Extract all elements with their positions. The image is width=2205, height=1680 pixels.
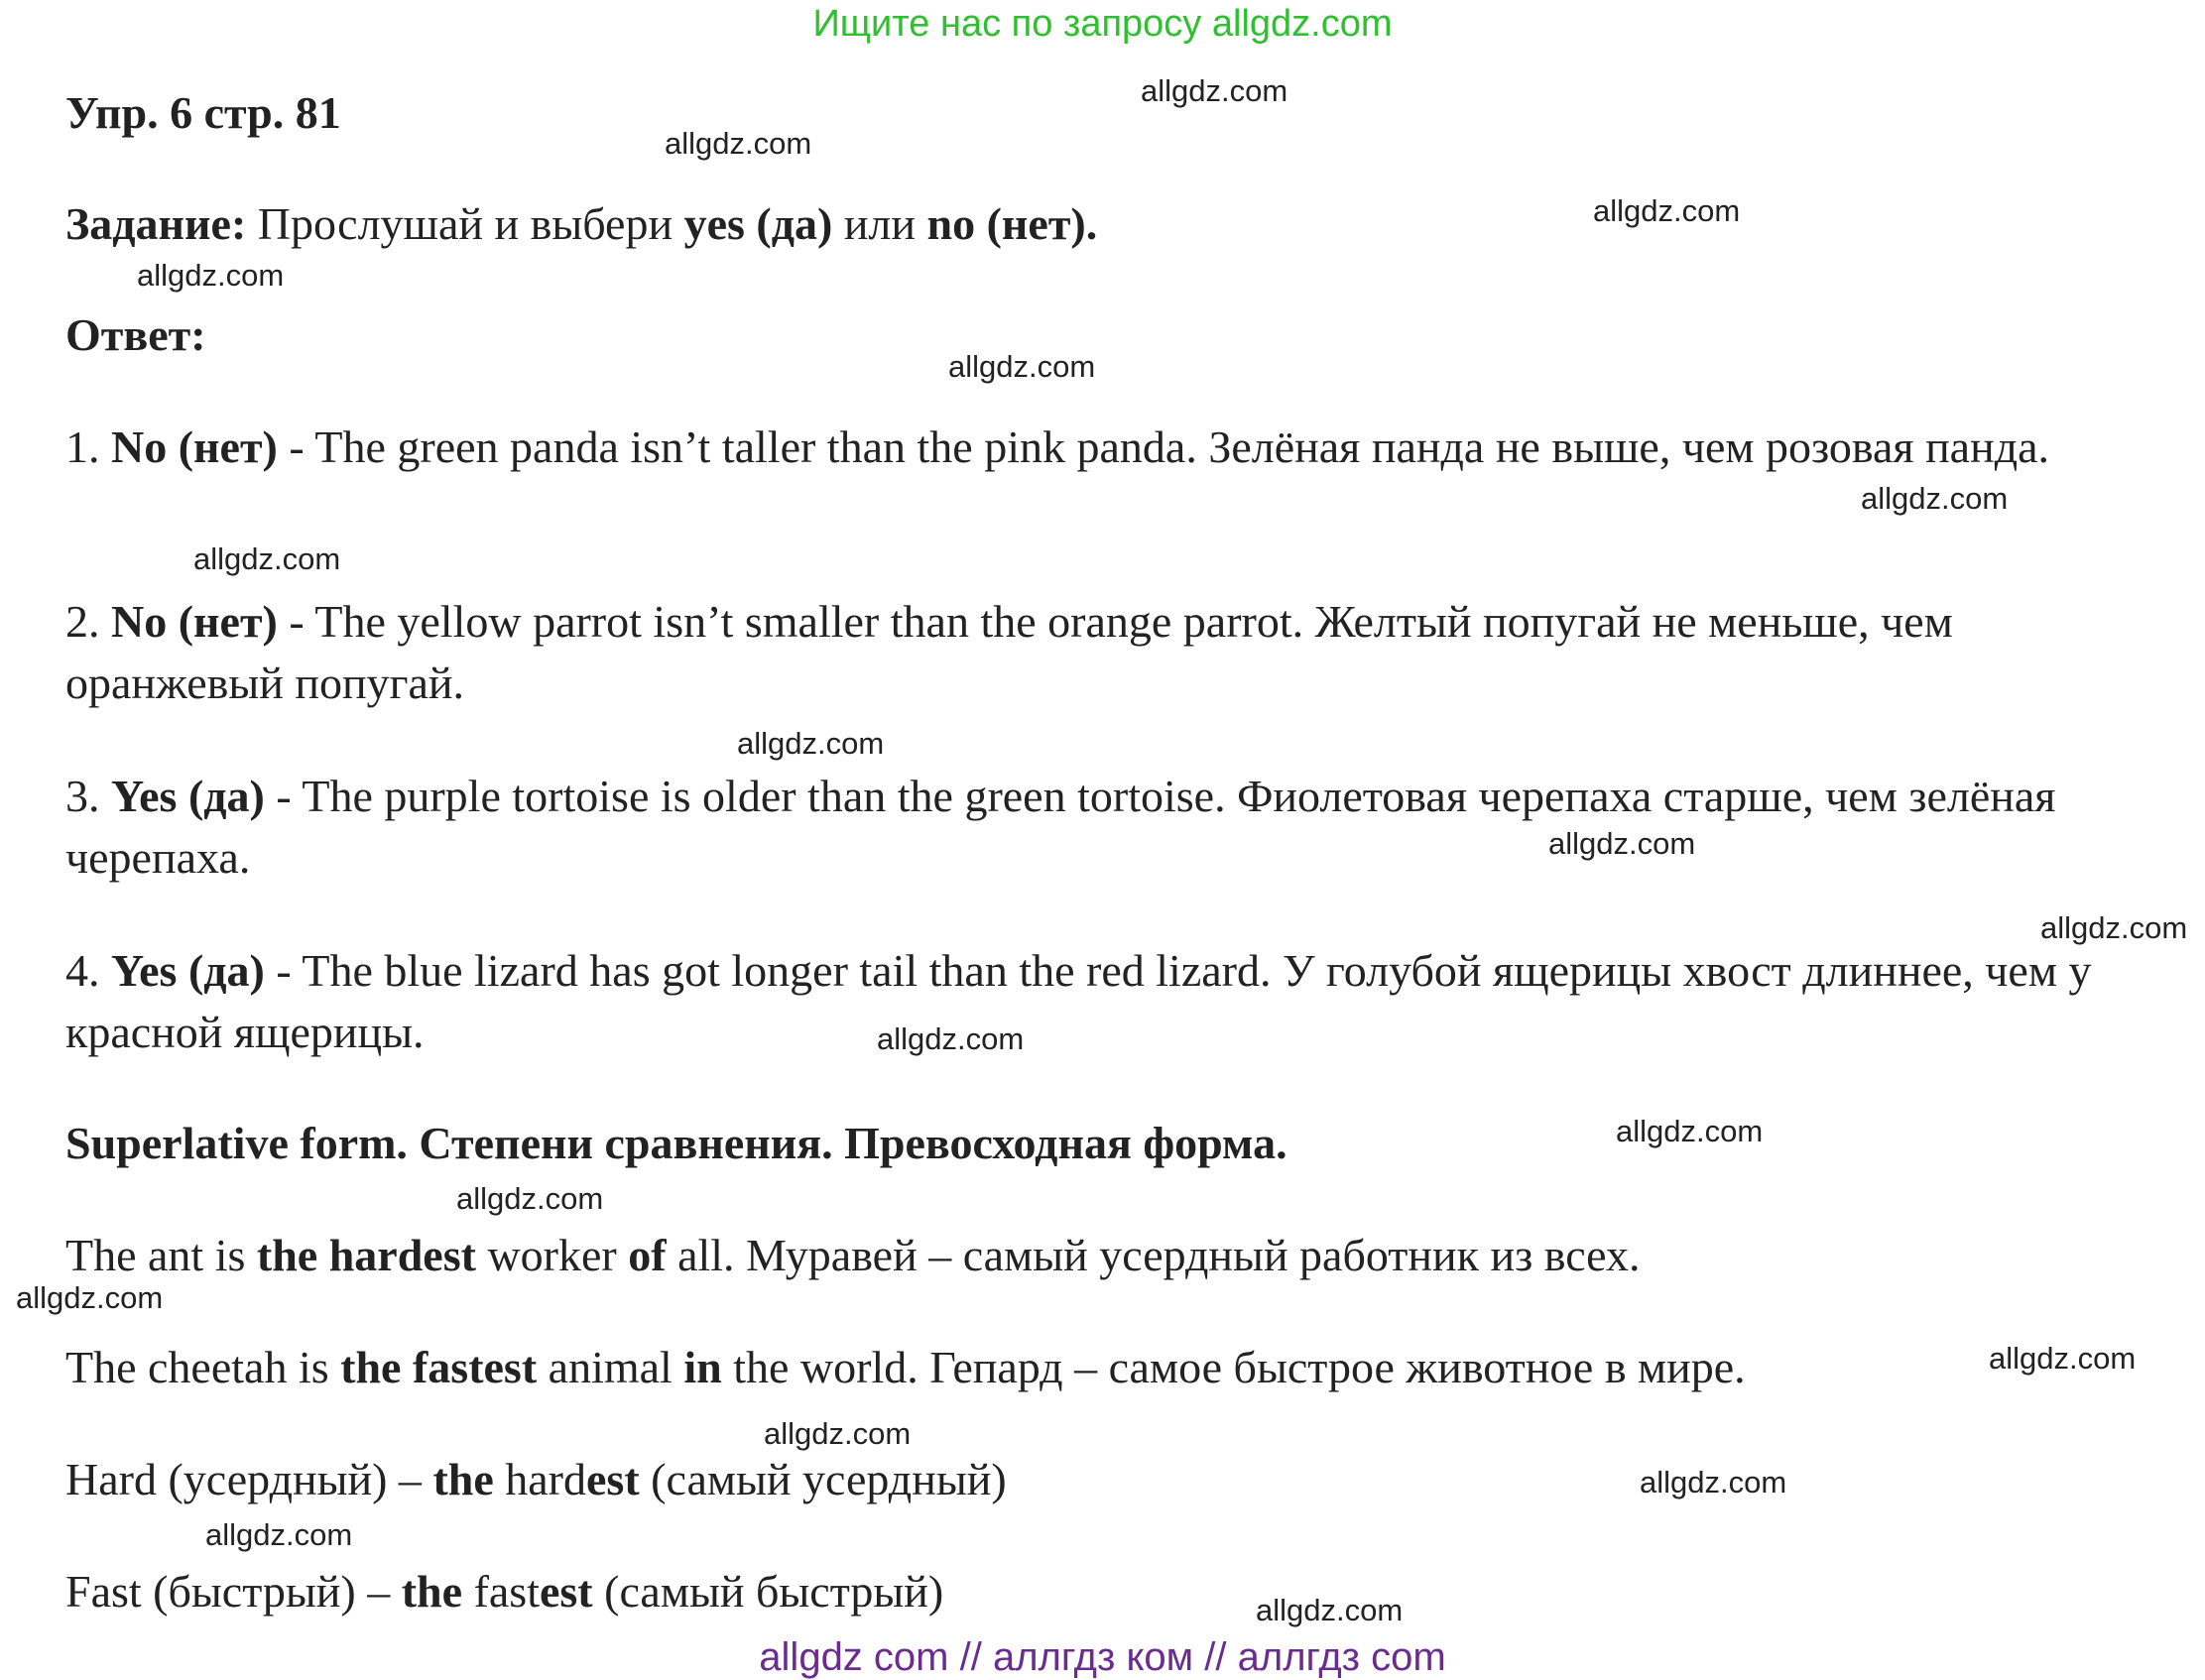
- answer-label: Ответ:: [65, 309, 206, 360]
- watermark: allgdz.com: [1256, 1593, 1404, 1627]
- watermark: allgdz.com: [193, 541, 341, 576]
- answer-text: - The yellow parrot isn’t smaller than the orange parrot. Желтый попугай не меньше, чем оранжевый попугай.: [65, 596, 1953, 708]
- answer-item: [65, 417, 2178, 478]
- answer-number: 3.: [65, 771, 111, 821]
- form-text: (самый быстрый): [592, 1566, 944, 1617]
- answer-verdict: Yes (да): [111, 771, 265, 821]
- form-suffix: est: [586, 1454, 640, 1504]
- watermark: allgdz.com: [764, 1416, 912, 1451]
- answer-number: 2.: [65, 596, 111, 647]
- form-article: the: [401, 1566, 463, 1617]
- grammar-title: Superlative form. Степени сравнения. Превосходная форма.: [65, 1118, 1287, 1168]
- task-text-before: Прослушай и выбери: [246, 198, 684, 249]
- grammar-example: [65, 1337, 1746, 1398]
- form-suffix: est: [539, 1566, 593, 1617]
- form-text: fast: [462, 1566, 540, 1617]
- example-superlative: the fastest: [340, 1342, 538, 1392]
- form-text: (самый усердный): [639, 1454, 1007, 1504]
- answer-text: - The purple tortoise is older than the green tortoise. Фиолетовая черепаха старше, чем зелёная черепаха.: [65, 771, 2056, 883]
- example-superlative: the hardest: [256, 1230, 476, 1280]
- example-text: The ant is: [65, 1230, 257, 1280]
- watermark: allgdz.com: [2040, 910, 2188, 945]
- watermark: allgdz.com: [456, 1181, 604, 1216]
- form-article: the: [432, 1454, 494, 1504]
- example-text: the world. Гепард – самое быстрое животное в мире.: [721, 1342, 1746, 1392]
- watermark: allgdz.com: [1141, 73, 1288, 108]
- grammar-form: [65, 1561, 943, 1622]
- example-text: animal: [537, 1342, 684, 1392]
- answer-text: - The green panda isn’t taller than the pink panda. Зелёная панда не выше, чем розовая панда.: [277, 421, 2050, 472]
- example-text: all. Муравей – самый усердный работник из всех.: [666, 1230, 1641, 1280]
- exercise-heading: Упр. 6 стр. 81: [65, 87, 341, 138]
- watermark: allgdz.com: [1640, 1465, 1787, 1500]
- task-option-no: no (нет).: [926, 198, 1098, 249]
- task-text-middle: или: [832, 198, 927, 249]
- form-text: hard: [493, 1454, 587, 1504]
- watermark: allgdz.com: [877, 1021, 1025, 1056]
- watermark: allgdz.com: [1548, 826, 1696, 861]
- watermark: allgdz.com: [1861, 481, 2009, 516]
- task-option-yes: yes (да): [683, 198, 833, 249]
- answer-number: 1.: [65, 421, 111, 472]
- example-preposition: in: [683, 1342, 722, 1392]
- watermark: allgdz.com: [1989, 1341, 2137, 1376]
- form-text: Hard (усердный) –: [65, 1454, 433, 1504]
- grammar-form: [65, 1449, 1007, 1510]
- answer-number: 4.: [65, 945, 111, 996]
- watermark: allgdz.com: [205, 1517, 353, 1552]
- answer-item: [65, 591, 2178, 714]
- watermark: allgdz.com: [1616, 1114, 1764, 1148]
- answer-item: [65, 940, 2178, 1063]
- answer-verdict: No (нет): [111, 421, 278, 472]
- form-text: Fast (быстрый) –: [65, 1566, 402, 1617]
- watermark: allgdz.com: [948, 349, 1096, 384]
- answer-verdict: Yes (да): [111, 945, 265, 996]
- watermark: allgdz.com: [137, 258, 285, 293]
- watermark: allgdz.com: [665, 126, 812, 161]
- watermark: allgdz.com: [737, 726, 885, 761]
- task-line: [65, 193, 1097, 255]
- watermark: allgdz.com: [16, 1280, 164, 1315]
- example-text: The cheetah is: [65, 1342, 341, 1392]
- task-label: Задание:: [65, 198, 247, 249]
- grammar-example: [65, 1225, 1641, 1286]
- example-text: worker: [475, 1230, 629, 1280]
- footer-watermark: allgdz com // аллгдз ком // аллгдз com: [759, 1635, 1446, 1679]
- watermark: allgdz.com: [1593, 193, 1741, 228]
- search-banner: Ищите нас по запросу allgdz.com: [812, 3, 1393, 45]
- answer-text: - The blue lizard has got longer tail than the red lizard. У голубой ящерицы хвост длиннее, чем у красной ящерицы.: [65, 945, 2092, 1057]
- answer-item: [65, 766, 2178, 889]
- answer-verdict: No (нет): [111, 596, 278, 647]
- example-preposition: of: [628, 1230, 667, 1280]
